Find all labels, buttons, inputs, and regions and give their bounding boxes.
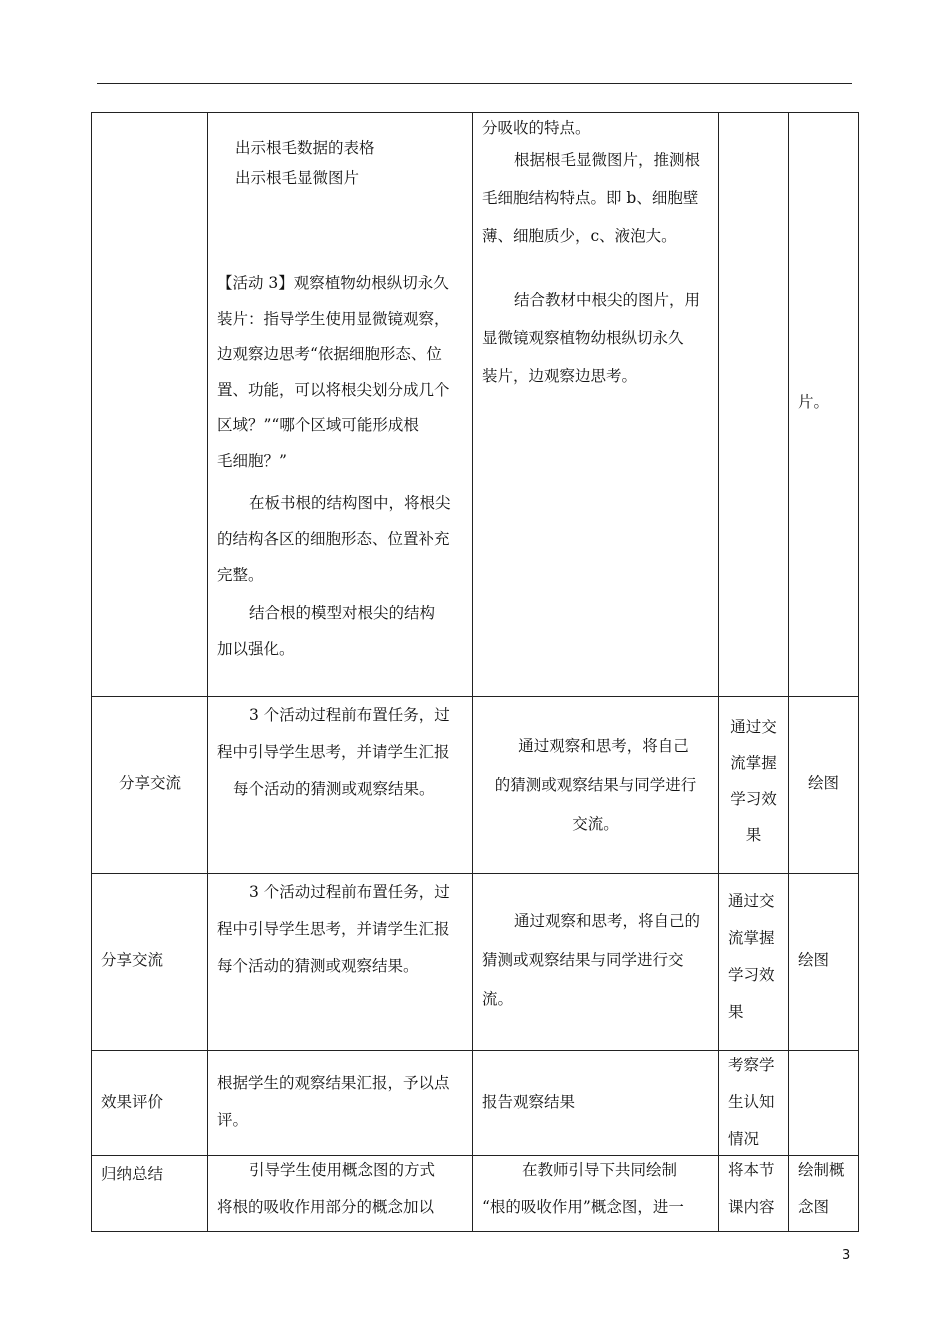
text-line: 生认知 <box>728 1093 775 1111</box>
teacher-activity-cell <box>207 1155 473 1232</box>
teacher-activity-cell <box>207 112 473 697</box>
text-line: 薄、细胞质少，c、液泡大。 <box>482 227 677 245</box>
table-row <box>91 112 859 697</box>
text-line: 完整。 <box>217 566 264 584</box>
text-line: 根据根毛显微图片，推测根 <box>514 151 701 169</box>
text-line: 课内容 <box>728 1198 775 1216</box>
design-intent-cell <box>718 696 789 874</box>
text-line: 念图 <box>798 1198 830 1216</box>
resource-cell <box>788 112 859 697</box>
text-line: 装片，边观察边思考。 <box>482 367 638 385</box>
teacher-activity-cell <box>207 873 473 1051</box>
teacher-activity-cell <box>207 696 473 874</box>
text-line: 【活动 3】观察植物幼根纵切永久 <box>217 274 449 292</box>
text-line: 每个活动的猜测或观察结果。 <box>233 780 435 798</box>
student-activity-cell <box>472 112 719 697</box>
text-line: 每个活动的猜测或观察结果。 <box>217 957 419 975</box>
text-line: 的猜测或观察结果与同学进行 <box>494 776 697 794</box>
stage-cell <box>91 696 208 874</box>
text-line: 将根的吸收作用部分的概念加以 <box>217 1198 435 1216</box>
text-line: 程中引导学生思考，并请学生汇报 <box>217 920 450 938</box>
stage-label: 效果评价 <box>101 1093 164 1111</box>
stage-label: 归纳总结 <box>101 1165 164 1183</box>
text-line: 引导学生使用概念图的方式 <box>249 1161 436 1179</box>
text-line: 毛细胞？” <box>217 451 287 470</box>
text-line: 交流。 <box>572 815 619 833</box>
text-line: 程中引导学生思考，并请学生汇报 <box>217 743 450 761</box>
student-activity-cell <box>472 1050 719 1156</box>
resource-text: 绘图 <box>798 951 830 969</box>
text-line: 3 个活动过程前布置任务，过 <box>249 706 450 724</box>
design-intent-cell <box>718 1050 789 1156</box>
design-intent-cell <box>718 112 789 697</box>
text-line: 考察学 <box>728 1056 775 1074</box>
text-line: 果 <box>745 826 762 844</box>
table-row <box>91 1050 859 1156</box>
student-activity-cell <box>472 873 719 1051</box>
text-line: 3 个活动过程前布置任务，过 <box>249 883 450 901</box>
text-line: 猜测或观察结果与同学进行交 <box>482 951 684 969</box>
text-line: 在板书根的结构图中，将根尖 <box>249 494 451 512</box>
student-activity-cell <box>472 1155 719 1232</box>
text-line: 通过交 <box>730 718 777 736</box>
resource-text: 绘图 <box>807 774 839 792</box>
student-text: 报告观察结果 <box>482 1093 576 1111</box>
resource-cell <box>788 1155 859 1232</box>
text-line: 通过交 <box>728 892 775 910</box>
stage-cell <box>91 1050 208 1156</box>
table-row <box>91 696 859 874</box>
text-line: 显微镜观察植物幼根纵切永久 <box>482 329 684 347</box>
text-line: 将本节 <box>728 1161 775 1179</box>
header-rule <box>97 83 852 84</box>
text-line: 的结构各区的细胞形态、位置补充 <box>217 530 450 548</box>
text-line: 流掌握 <box>728 929 775 947</box>
design-intent-cell <box>718 1155 789 1232</box>
text-line: 情况 <box>728 1130 760 1148</box>
text-line: 结合根的模型对根尖的结构 <box>249 604 436 622</box>
text-line: 学习效 <box>728 966 775 984</box>
text-line: 出示根毛数据的表格 <box>235 139 375 157</box>
text-line: 在教师引导下共同绘制 <box>522 1161 678 1179</box>
text-line: 分吸收的特点。 <box>482 119 591 137</box>
text-line: 评。 <box>217 1111 249 1129</box>
stage-label: 分享交流 <box>101 951 164 969</box>
text-line: 结合教材中根尖的图片，用 <box>514 291 701 309</box>
text-line: 边观察边思考“依据细胞形态、位 <box>217 345 442 363</box>
text-line: 绘制概 <box>798 1161 845 1179</box>
student-activity-cell <box>472 696 719 874</box>
resource-cell <box>788 873 859 1051</box>
resource-text: 片。 <box>798 393 830 411</box>
text-line: 流。 <box>482 990 514 1008</box>
text-line: 果 <box>728 1003 744 1021</box>
text-line: 毛细胞结构特点。即 b、细胞壁 <box>482 189 699 207</box>
text-line: 根据学生的观察结果汇报，予以点 <box>217 1074 450 1092</box>
resource-cell <box>788 696 859 874</box>
stage-label: 分享交流 <box>119 774 182 792</box>
text-line: 置、功能，可以将根尖划分成几个 <box>217 380 450 399</box>
text-line: “根的吸收作用”概念图，进一 <box>482 1198 684 1216</box>
text-line: 加以强化。 <box>217 640 295 658</box>
text-line: 通过观察和思考，将自己的 <box>514 912 701 930</box>
resource-cell <box>788 1050 859 1156</box>
design-intent-cell <box>718 873 789 1051</box>
text-line: 区域？”“哪个区域可能形成根 <box>217 416 419 434</box>
text-line: 学习效 <box>730 790 777 808</box>
text-line: 通过观察和思考，将自己 <box>518 737 689 755</box>
stage-cell <box>91 112 208 697</box>
teacher-activity-cell <box>207 1050 473 1156</box>
text-line: 流掌握 <box>730 754 777 772</box>
page-number: 3 <box>842 1248 851 1263</box>
text-line: 装片：指导学生使用显微镜观察， <box>217 309 450 328</box>
stage-cell <box>91 873 208 1051</box>
table-row <box>91 1155 859 1232</box>
stage-cell <box>91 1155 208 1232</box>
text-line: 出示根毛显微图片 <box>235 169 360 187</box>
table-row <box>91 873 859 1051</box>
